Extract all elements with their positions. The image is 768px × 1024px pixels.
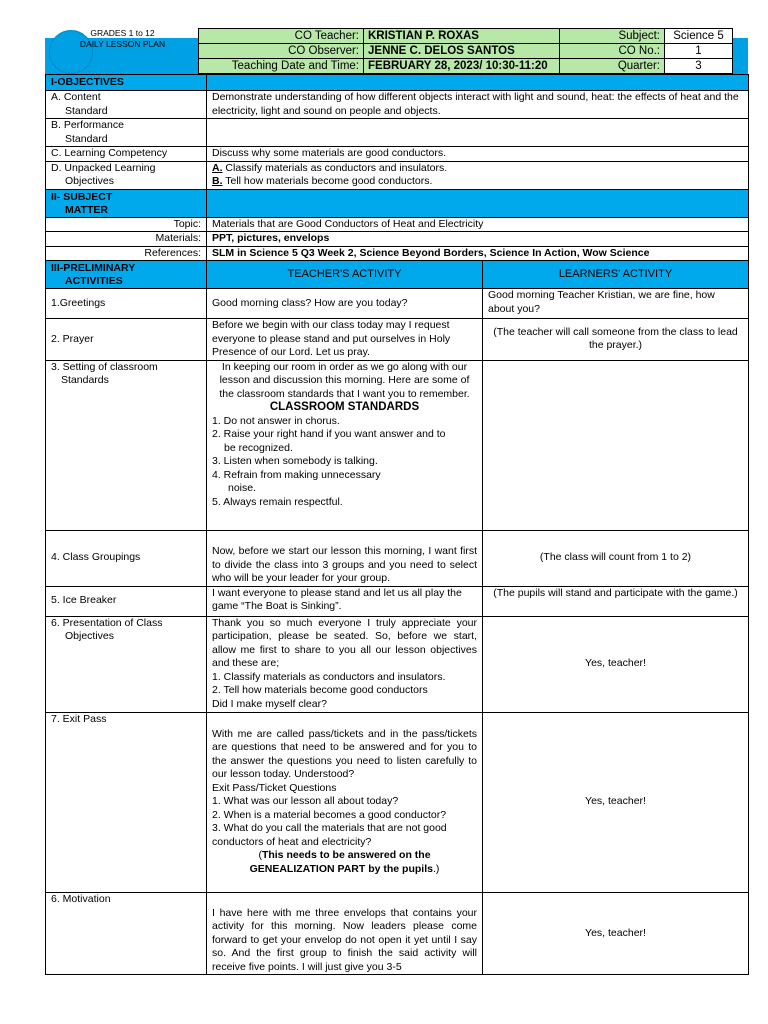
exit-note: (This needs to be answered on the GENEALIZATION PART by the pupils.) (249, 849, 440, 875)
presentation-objective: 2. Tell how materials become good conductors (212, 684, 428, 696)
standard-item: 4. Refrain from making unnecessary (212, 468, 381, 481)
exit-pass-learner: Yes, teacher! (483, 712, 749, 892)
learning-competency-text: Discuss why some materials are good conductors. (207, 147, 749, 162)
class-groupings-label: 4. Class Groupings (46, 530, 207, 586)
teacher-activity-header: TEACHER'S ACTIVITY (207, 261, 483, 289)
exit-question: 3. What do you call the materials that are not good conductors of heat and electricity? (212, 822, 447, 848)
standard-item: 5. Always remain respectful. (212, 495, 343, 508)
lesson-plan-sheet (45, 28, 748, 975)
classroom-standards-teacher (207, 360, 483, 530)
exit-question: 2. When is a material becomes a good conductor? (212, 808, 447, 821)
prayer-learner: (The teacher will call someone from the class to lead the prayer.) (483, 319, 749, 361)
standards-intro: In keeping our room in order as we go along with our lesson and discussion this morning. Here are some of the classroom standards that I want you to remember. (219, 360, 470, 400)
materials-label: Materials: (46, 232, 207, 247)
unpacked-objectives-text: A. Classify materials as conductors and insulators. B. Tell how materials become good conductors. (207, 161, 749, 189)
learning-competency-label: C. Learning Competency (46, 147, 207, 162)
co-observer-label: CO Observer: (199, 44, 364, 59)
teaching-date-value: FEBRUARY 28, 2023/ 10:30-11:20 (364, 59, 560, 74)
presentation-row (46, 616, 749, 712)
content-standard-row (46, 91, 749, 119)
lesson-plan-header (45, 28, 748, 74)
co-no-label: CO No.: (560, 44, 665, 59)
subject-matter-heading-row (46, 189, 749, 217)
lesson-plan-table (45, 74, 749, 975)
greetings-learner: Good morning Teacher Kristian, we are fine, how about you? (483, 289, 749, 319)
standards-heading: CLASSROOM STANDARDS (269, 401, 420, 413)
standard-item: 3. Listen when somebody is talking. (212, 455, 378, 467)
co-observer-value: JENNE C. DELOS SANTOS (364, 44, 560, 59)
exit-question: 1. What was our lesson all about today? (212, 795, 399, 808)
exit-pass-label: 7. Exit Pass (46, 712, 207, 892)
learning-competency-row (46, 147, 749, 162)
daily-lesson-plan-line: DAILY LESSON PLAN (79, 39, 166, 49)
preliminary-heading-row (46, 261, 749, 289)
class-groupings-teacher: Now, before we start our lesson this morning, I want first to divide the class into 3 groups and you need to select who will be your leader for your group. (207, 530, 483, 586)
standard-item-cont: noise. (228, 482, 257, 494)
grades-line: GRADES 1 to 12 (90, 28, 155, 38)
teaching-date-label: Teaching Date and Time: (199, 59, 364, 74)
co-teacher-value: KRISTIAN P. ROXAS (364, 29, 560, 44)
presentation-objective: 1. Classify materials as conductors and insulators. (212, 670, 446, 683)
content-standard-label: A. Content Standard (46, 91, 207, 119)
references-label: References: (46, 246, 207, 261)
materials-row (46, 232, 749, 247)
ice-breaker-teacher: I want everyone to please stand and let us all play the game “The Boat is Sinking”. (207, 586, 483, 616)
quarter-value: 3 (665, 59, 733, 74)
header-info-grid (198, 28, 733, 74)
greetings-row (46, 289, 749, 319)
motivation-learner: Yes, teacher! (483, 892, 749, 975)
class-groupings-row (46, 530, 749, 586)
classroom-standards-label: 3. Setting of classroom Standards (46, 360, 207, 530)
prayer-row (46, 319, 749, 361)
subject-matter-heading: II- SUBJECT MATTER (46, 189, 207, 217)
ice-breaker-label: 5. Ice Breaker (46, 586, 207, 616)
topic-row (46, 217, 749, 232)
classroom-standards-row (46, 360, 749, 530)
objectives-heading-row (46, 75, 749, 91)
class-groupings-learner: (The class will count from 1 to 2) (483, 530, 749, 586)
performance-standard-row (46, 119, 749, 147)
greetings-teacher: Good morning class? How are you today? (207, 289, 483, 319)
exit-questions-heading: Exit Pass/Ticket Questions (212, 781, 337, 794)
preliminary-heading: III-PRELIMINARY ACTIVITIES (46, 261, 207, 289)
motivation-row (46, 892, 749, 975)
topic-text: Materials that are Good Conductors of Heat and Electricity (207, 217, 749, 232)
prayer-teacher: Before we begin with our class today may I request everyone to please stand and put ourselves in Holy Presence of our Lord. Let us pray. (207, 319, 483, 361)
unpacked-objectives-row (46, 161, 749, 189)
grades-title (45, 28, 200, 50)
materials-text: PPT, pictures, envelops (207, 232, 749, 247)
topic-label: Topic: (46, 217, 207, 232)
standard-item-cont: be recognized. (224, 441, 293, 454)
ice-breaker-row (46, 586, 749, 616)
learner-activity-header: LEARNERS' ACTIVITY (483, 261, 749, 289)
presentation-question: Did I make myself clear? (212, 697, 327, 710)
unpacked-objectives-label: D. Unpacked Learning Objectives (46, 161, 207, 189)
standard-item: 1. Do not answer in chorus. (212, 414, 340, 427)
exit-pass-row (46, 712, 749, 892)
presentation-label: 6. Presentation of Class Objectives (46, 616, 207, 712)
performance-standard-label: B. Performance Standard (46, 119, 207, 147)
prayer-label: 2. Prayer (46, 319, 207, 361)
presentation-learner: Yes, teacher! (483, 616, 749, 712)
subject-label: Subject: (560, 29, 665, 44)
motivation-label: 6. Motivation (46, 892, 207, 975)
references-text: SLM in Science 5 Q3 Week 2, Science Beyond Borders, Science In Action, Wow Science (207, 246, 749, 261)
co-no-value: 1 (665, 44, 733, 59)
quarter-label: Quarter: (560, 59, 665, 74)
performance-standard-text (207, 119, 749, 147)
motivation-teacher: I have here with me three envelops that contains your activity for this morning. Now leaders please come forward to get your envelop do not open it yet until I say so. And the first group to finish the said activity will receive five points. I will just give you 3-5 (207, 892, 483, 975)
greetings-label: 1.Greetings (46, 289, 207, 319)
exit-pass-teacher: With me are called pass/tickets and in the pass/tickets are questions that need to be answered and for you to the answer the questions you need to listen carefully to our lesson today. Understood? Exit Pass/Ticket Questions 1. What was our lesson all about today? 2. When is a material becomes a good conductor? 3. What do you call the materials that are not good conductors of heat and electricity? (This needs to be answered on the GENEALIZATION PART by the pupils.) (207, 712, 483, 892)
content-standard-text: Demonstrate understanding of how different objects interact with light and sound, heat: the effects of heat and the electricity, light and sound on people and objects. (207, 91, 749, 119)
co-teacher-label: CO Teacher: (199, 29, 364, 44)
subject-value: Science 5 (665, 29, 733, 44)
standard-item: 2. Raise your right hand if you want answer and to (212, 428, 446, 440)
objectives-heading: I-OBJECTIVES (46, 75, 207, 91)
ice-breaker-learner: (The pupils will stand and participate with the game.) (483, 586, 749, 616)
references-row (46, 246, 749, 261)
presentation-teacher: Thank you so much everyone I truly appreciate your participation, please be seated. So, before we start, allow me first to share to you all our lesson objectives and these are; 1. Classify materials as conductors and insulators. 2. Tell how materials become good conductors Did I make myself clear? (207, 616, 483, 712)
